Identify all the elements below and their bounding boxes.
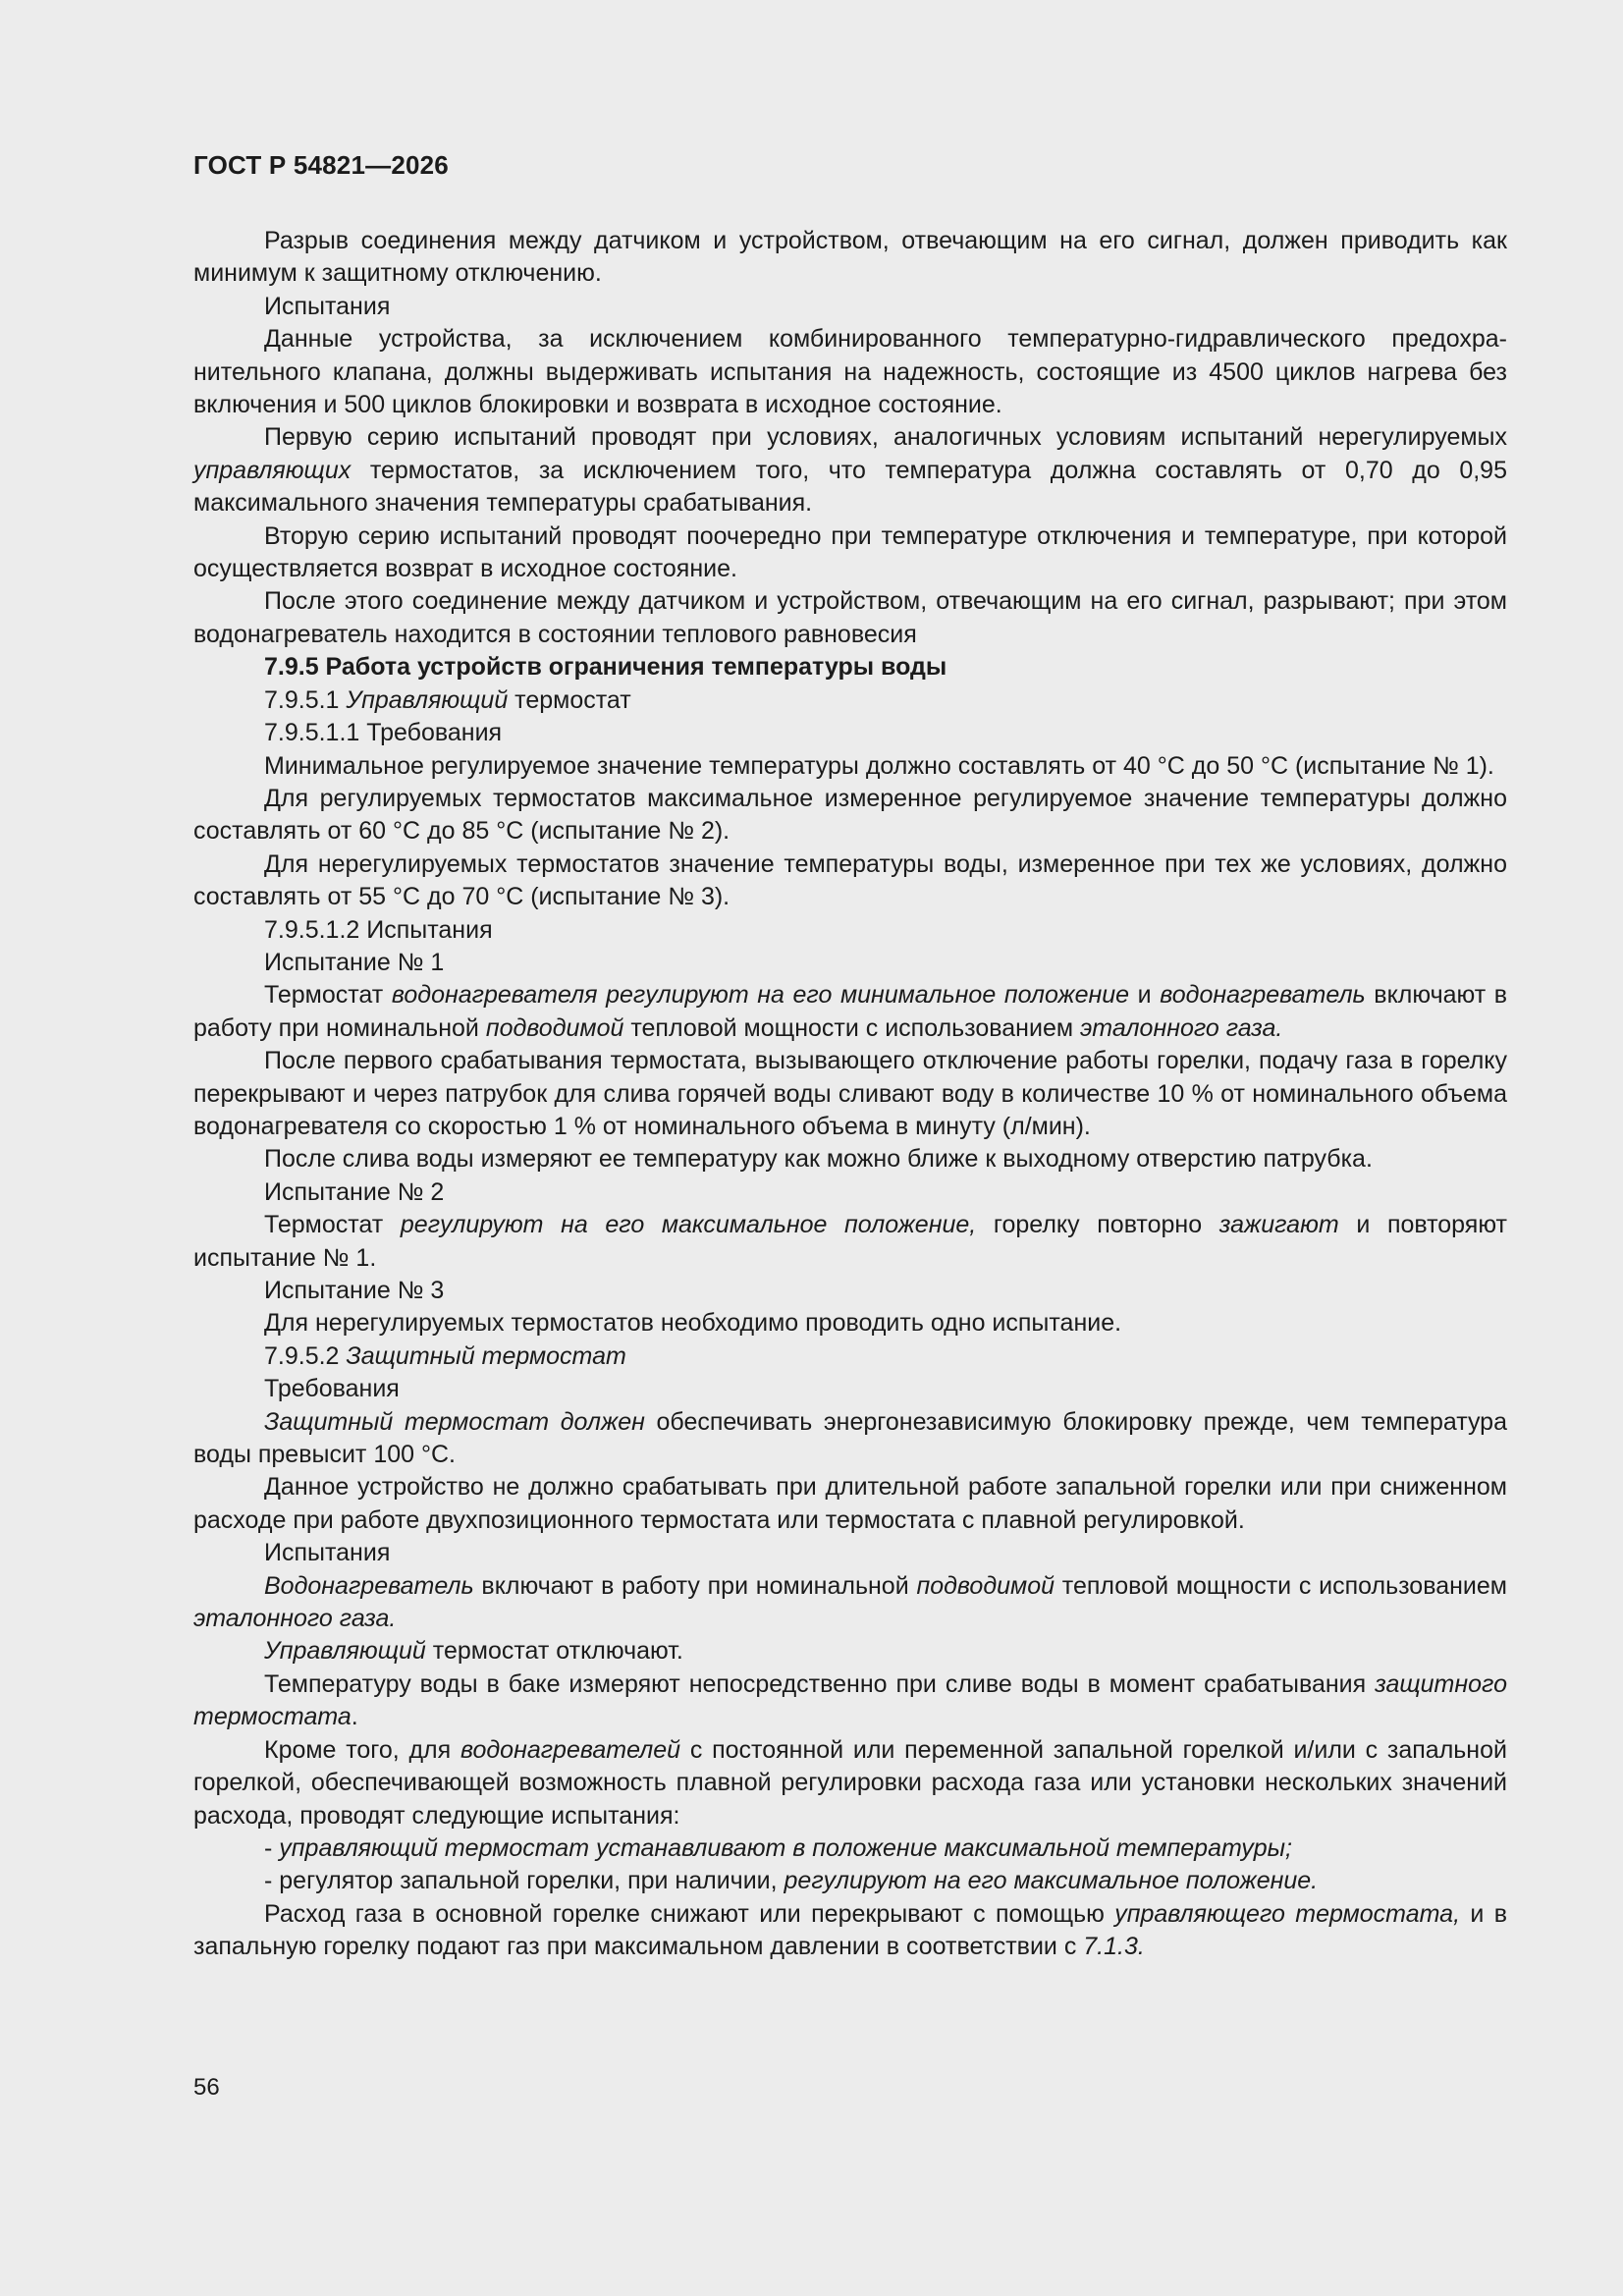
paragraph: Расход газа в основной горелке снижают или перекрывают с помощью управляющего термостата, и в запальную горелку подают газ при максимальном давлении в соответствии с 7.1.3.	[193, 1899, 1507, 1961]
test-heading: Испытание № 2	[264, 1177, 445, 1206]
test-heading: Испытание № 3	[264, 1277, 445, 1304]
body-text	[193, 225, 1507, 1964]
paragraph: Кроме того, для водонагревателей с постоянной или переменной запальной горелкой и/или с запальной горелкой, обеспечивающей возможность плавной регулировки расхода газа или установки нескольких значений расхода, проводят следующие испытания:	[193, 1735, 1507, 1830]
list-item: - регулятор запальной горелки, при наличии, регулируют на его максимальное положение.	[264, 1867, 1319, 1895]
paragraph: После слива воды измеряют ее температуру как можно ближе к выходному отверстию патрубка.	[264, 1145, 1373, 1174]
paragraph: Термостат водонагревателя регулируют на его минимальное положение и водонагреватель включают в работу при номинальной подводимой тепловой мощности с использованием эталонного газа.	[193, 981, 1508, 1042]
test-heading: Испытание № 1	[264, 948, 445, 976]
subsection-heading: 7.9.5.1 Управляющий термостат	[264, 685, 631, 714]
paragraph: Термостат регулируют на его максимальное положение, горелку повторно зажигают и повторяют испытание № 1.	[193, 1211, 1507, 1272]
paragraph: Данные устройства, за исключением комбинированного температурно-гидравлического предохранительного клапана, должны выдерживать испытания на надежность, состоящие из 4500 циклов нагрева без включения и 500 циклов блокировки и возврата в исходное состояние.	[193, 325, 1507, 419]
paragraph: Данное устройство не должно срабатывать при длительной работе запальной горелки или при сниженном расходе при работе двухпозиционного термостата или термостата с плавной регулировкой.	[193, 1473, 1507, 1534]
paragraph: Вторую серию испытаний проводят поочередно при температуре отключения и температуре, при которой осуществляется возврат в исходное состояние.	[193, 521, 1507, 583]
section-heading: 7.9.5 Работа устройств ограничения температуры воды	[264, 653, 947, 682]
paragraph: После этого соединение между датчиком и устройством, отвечающим на его сигнал, разрывают; при этом водонагреватель находится в состоянии теплового равновесия	[193, 587, 1507, 648]
paragraph: Защитный термостат должен обеспечивать энергонезависимую блокировку прежде, чем температура воды превысит 100 °С.	[193, 1407, 1507, 1469]
subheading-requirements: Требования	[264, 1375, 400, 1403]
document-header: ГОСТ Р 54821—2026	[193, 150, 449, 180]
paragraph: Температуру воды в баке измеряют непосредственно при сливе воды в момент срабатывания защитного термостата.	[193, 1669, 1507, 1731]
paragraph: Для нерегулируемых термостатов необходимо проводить одно испытание.	[264, 1309, 1122, 1338]
paragraph: После первого срабатывания термостата, вызывающего отключение работы горелки, подачу газа в горелку перекрывают и через патрубок для слива горячей воды сливают воду в количестве 10 % от номинального объема водонагревателя со скоростью 1 % от номинального объема в минуту (л/мин).	[193, 1047, 1507, 1140]
subsection-heading: 7.9.5.1.2 Испытания	[264, 915, 493, 944]
paragraph: Для регулируемых термостатов максимальное измеренное регулируемое значение температуры должно составлять от 60 °С до 85 °С (испытание № 2).	[193, 784, 1507, 846]
paragraph: Водонагреватель включают в работу при номинальной подводимой тепловой мощности с использованием эталонного газа.	[193, 1571, 1507, 1633]
subheading-tests: Испытания	[264, 1539, 391, 1567]
list-item: - управляющий термостат устанавливают в положение максимальной температуры;	[264, 1833, 1293, 1862]
paragraph: Разрыв соединения между датчиком и устройством, отвечающим на его сигнал, должен приводить как минимум к защитному отключению.	[193, 227, 1507, 288]
paragraph: Первую серию испытаний проводят при условиях, аналогичных условиям испытаний нерегулируемых управляющих термостатов, за исключением того, что температура должна составлять от 0,70 до 0,95 максимального значения температуры срабатывания.	[193, 423, 1507, 518]
subsection-heading: 7.9.5.1.1 Требования	[264, 719, 503, 747]
page-number: 56	[193, 2074, 220, 2101]
subsection-heading: 7.9.5.2 Защитный термостат	[264, 1341, 626, 1370]
paragraph: Для нерегулируемых термостатов значение температуры воды, измеренное при тех же условиях, должно составлять от 55 °С до 70 °С (испытание № 3).	[193, 849, 1507, 911]
paragraph: Управляющий термостат отключают.	[264, 1637, 683, 1666]
paragraph: Минимальное регулируемое значение температуры должно составлять от 40 °С до 50 °С (испытание № 1).	[264, 751, 1494, 780]
subheading-tests: Испытания	[264, 292, 391, 320]
